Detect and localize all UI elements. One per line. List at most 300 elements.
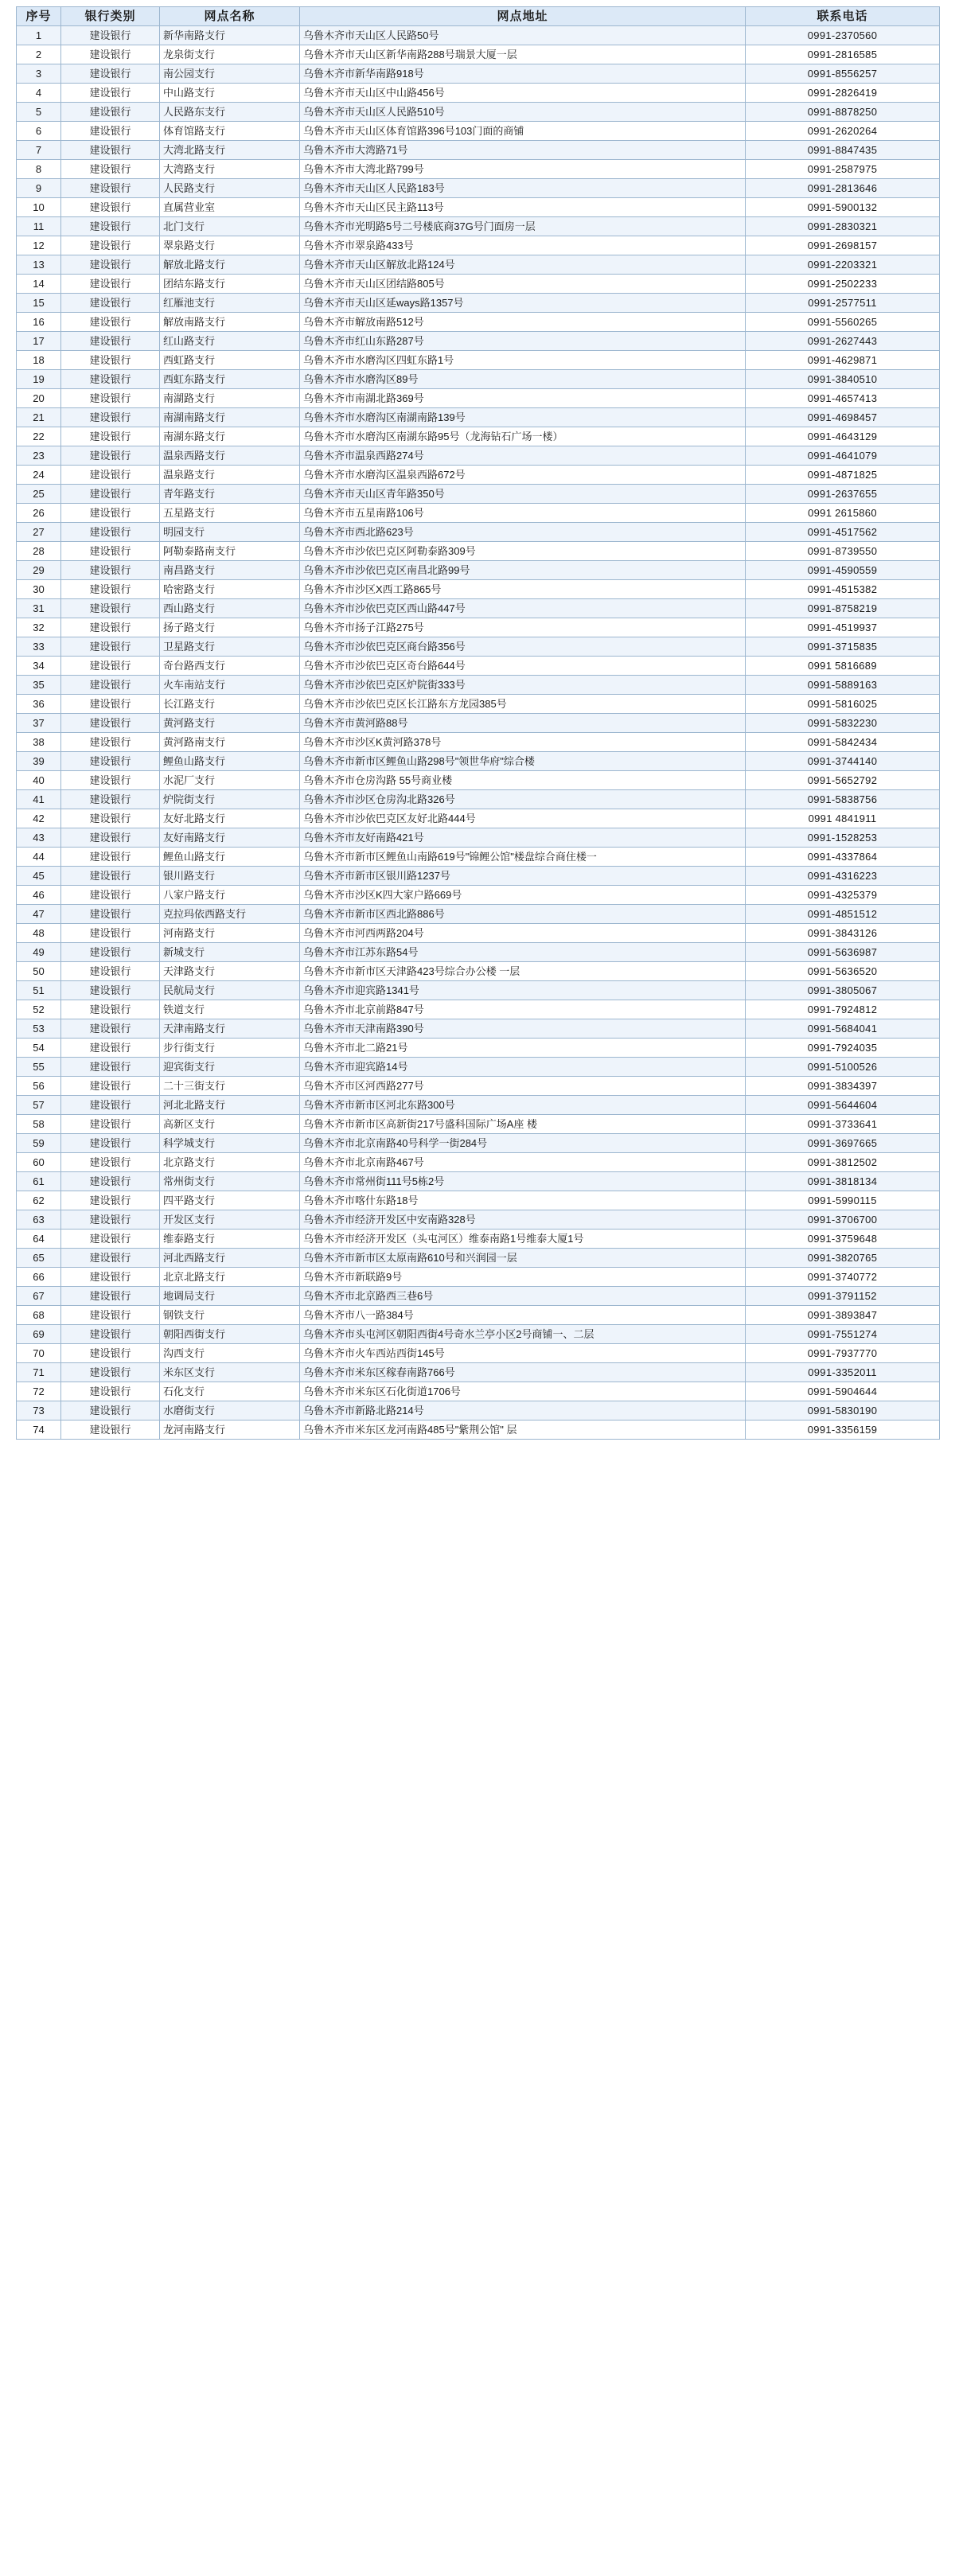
cell-branch-address: 乌鲁木齐市大湾北路799号 — [300, 160, 746, 179]
cell-bank-type: 建设银行 — [61, 1210, 160, 1230]
table-row — [17, 313, 940, 332]
cell-phone: 0991-8739550 — [746, 542, 940, 561]
cell-branch-address: 乌鲁木齐市江苏东路54号 — [300, 943, 746, 962]
cell-index: 39 — [17, 752, 61, 771]
cell-index: 12 — [17, 236, 61, 255]
cell-phone: 0991-4643129 — [746, 427, 940, 446]
cell-bank-type: 建设银行 — [61, 962, 160, 981]
cell-branch-address: 乌鲁木齐市水磨沟区南湖东路95号（龙海钻石广场一楼） — [300, 427, 746, 446]
cell-branch-name: 西虹东路支行 — [160, 370, 300, 389]
cell-branch-name: 北京路支行 — [160, 1153, 300, 1172]
cell-branch-address: 乌鲁木齐市光明路5号二号楼底商37G号门面房一层 — [300, 217, 746, 236]
cell-branch-name: 鲤鱼山路支行 — [160, 752, 300, 771]
table-row — [17, 1058, 940, 1077]
cell-index: 33 — [17, 637, 61, 657]
cell-index: 26 — [17, 504, 61, 523]
table-row — [17, 924, 940, 943]
cell-phone: 0991-3715835 — [746, 637, 940, 657]
cell-branch-address: 乌鲁木齐市新联路9号 — [300, 1268, 746, 1287]
cell-bank-type: 建设银行 — [61, 446, 160, 466]
cell-index: 62 — [17, 1191, 61, 1210]
cell-bank-type: 建设银行 — [61, 408, 160, 427]
cell-phone: 0991-3812502 — [746, 1153, 940, 1172]
table-row — [17, 275, 940, 294]
cell-branch-name: 龙泉街支行 — [160, 45, 300, 64]
cell-branch-name: 北门支行 — [160, 217, 300, 236]
cell-bank-type: 建设银行 — [61, 924, 160, 943]
table-row — [17, 1172, 940, 1191]
cell-branch-name: 红山路支行 — [160, 332, 300, 351]
cell-index: 17 — [17, 332, 61, 351]
table-row — [17, 1191, 940, 1210]
cell-branch-address: 乌鲁木齐市沙区K黄河路378号 — [300, 733, 746, 752]
cell-branch-address: 乌鲁木齐市米东区石化街道1706号 — [300, 1382, 746, 1401]
cell-bank-type: 建设银行 — [61, 389, 160, 408]
cell-branch-address: 乌鲁木齐市红山东路287号 — [300, 332, 746, 351]
cell-branch-name: 黄河路南支行 — [160, 733, 300, 752]
cell-branch-name: 西虹路支行 — [160, 351, 300, 370]
cell-index: 21 — [17, 408, 61, 427]
cell-phone: 0991-2637655 — [746, 485, 940, 504]
cell-bank-type: 建设银行 — [61, 905, 160, 924]
cell-branch-address: 乌鲁木齐市天山区人民路510号 — [300, 103, 746, 122]
cell-phone: 0991-2370560 — [746, 26, 940, 45]
cell-branch-name: 河北北路支行 — [160, 1096, 300, 1115]
cell-branch-name: 水泥厂支行 — [160, 771, 300, 790]
table-row — [17, 45, 940, 64]
cell-bank-type: 建设银行 — [61, 1115, 160, 1134]
table-row — [17, 695, 940, 714]
cell-bank-type: 建设银行 — [61, 733, 160, 752]
cell-index: 72 — [17, 1382, 61, 1401]
cell-branch-address: 乌鲁木齐市天山区中山路456号 — [300, 84, 746, 103]
cell-phone: 0991-8556257 — [746, 64, 940, 84]
cell-branch-address: 乌鲁木齐市扬子江路275号 — [300, 618, 746, 637]
table-row — [17, 771, 940, 790]
cell-bank-type: 建设银行 — [61, 45, 160, 64]
table-row — [17, 179, 940, 198]
cell-branch-address: 乌鲁木齐市新市区银川路1237号 — [300, 867, 746, 886]
table-row — [17, 867, 940, 886]
cell-phone: 0991-3744140 — [746, 752, 940, 771]
cell-branch-name: 高新区支行 — [160, 1115, 300, 1134]
column-header-branch-name: 网点名称 — [160, 7, 300, 26]
cell-bank-type: 建设银行 — [61, 1191, 160, 1210]
cell-branch-address: 乌鲁木齐市北京南路467号 — [300, 1153, 746, 1172]
cell-branch-name: 铁道支行 — [160, 1000, 300, 1019]
cell-phone: 0991-5904644 — [746, 1382, 940, 1401]
cell-index: 43 — [17, 828, 61, 848]
cell-branch-address: 乌鲁木齐市天山区延ways路1357号 — [300, 294, 746, 313]
table-row — [17, 1115, 940, 1134]
cell-index: 11 — [17, 217, 61, 236]
cell-index: 42 — [17, 809, 61, 828]
table-row — [17, 637, 940, 657]
cell-phone: 0991-4851512 — [746, 905, 940, 924]
cell-index: 16 — [17, 313, 61, 332]
cell-phone: 0991-3706700 — [746, 1210, 940, 1230]
cell-branch-address: 乌鲁木齐市沙依巴克区友好北路444号 — [300, 809, 746, 828]
table-row — [17, 1325, 940, 1344]
cell-branch-name: 明园支行 — [160, 523, 300, 542]
table-row — [17, 141, 940, 160]
cell-index: 22 — [17, 427, 61, 446]
cell-branch-name: 大湾路支行 — [160, 160, 300, 179]
table-row — [17, 1096, 940, 1115]
cell-bank-type: 建设银行 — [61, 332, 160, 351]
cell-index: 44 — [17, 848, 61, 867]
cell-phone: 0991-5832230 — [746, 714, 940, 733]
cell-phone: 0991-3740772 — [746, 1268, 940, 1287]
cell-branch-address: 乌鲁木齐市沙区仓房沟北路326号 — [300, 790, 746, 809]
cell-phone: 0991-3840510 — [746, 370, 940, 389]
table-row — [17, 1230, 940, 1249]
cell-phone: 0991-3759648 — [746, 1230, 940, 1249]
table-row — [17, 504, 940, 523]
cell-bank-type: 建设银行 — [61, 370, 160, 389]
cell-bank-type: 建设银行 — [61, 790, 160, 809]
cell-phone: 0991-3697665 — [746, 1134, 940, 1153]
cell-phone: 0991-5990115 — [746, 1191, 940, 1210]
cell-branch-name: 河南路支行 — [160, 924, 300, 943]
cell-phone: 0991-5889163 — [746, 676, 940, 695]
cell-bank-type: 建设银行 — [61, 1134, 160, 1153]
table-row — [17, 1401, 940, 1421]
cell-bank-type: 建设银行 — [61, 1344, 160, 1363]
table-row — [17, 1153, 940, 1172]
cell-phone: 0991-5636520 — [746, 962, 940, 981]
cell-index: 59 — [17, 1134, 61, 1153]
cell-index: 53 — [17, 1019, 61, 1039]
cell-branch-name: 二十三街支行 — [160, 1077, 300, 1096]
cell-branch-address: 乌鲁木齐市北二路21号 — [300, 1039, 746, 1058]
cell-branch-address: 乌鲁木齐市米东区龙河南路485号"紫荆公馆" 层 — [300, 1421, 746, 1440]
cell-phone: 0991-2698157 — [746, 236, 940, 255]
cell-bank-type: 建设银行 — [61, 26, 160, 45]
cell-bank-type: 建设银行 — [61, 217, 160, 236]
cell-index: 46 — [17, 886, 61, 905]
cell-index: 9 — [17, 179, 61, 198]
cell-branch-name: 团结东路支行 — [160, 275, 300, 294]
cell-bank-type: 建设银行 — [61, 1230, 160, 1249]
cell-index: 32 — [17, 618, 61, 637]
cell-branch-address: 乌鲁木齐市新市区高新街217号盛科国际广场A座 楼 — [300, 1115, 746, 1134]
cell-branch-address: 乌鲁木齐市仓房沟路 55号商业楼 — [300, 771, 746, 790]
cell-branch-address: 乌鲁木齐市沙依巴克区奇台路644号 — [300, 657, 746, 676]
cell-branch-address: 乌鲁木齐市头屯河区朝阳西街4号奇水兰亭小区2号商铺一、二层 — [300, 1325, 746, 1344]
cell-phone: 0991-5684041 — [746, 1019, 940, 1039]
cell-index: 58 — [17, 1115, 61, 1134]
cell-phone: 0991-2577511 — [746, 294, 940, 313]
cell-branch-name: 水磨街支行 — [160, 1401, 300, 1421]
cell-index: 28 — [17, 542, 61, 561]
cell-branch-name: 直属营业室 — [160, 198, 300, 217]
table-row — [17, 676, 940, 695]
cell-phone: 0991-2830321 — [746, 217, 940, 236]
cell-branch-name: 阿勒泰路南支行 — [160, 542, 300, 561]
cell-branch-name: 四平路支行 — [160, 1191, 300, 1210]
cell-bank-type: 建设银行 — [61, 1000, 160, 1019]
cell-phone: 0991-4871825 — [746, 466, 940, 485]
cell-index: 63 — [17, 1210, 61, 1230]
cell-bank-type: 建设银行 — [61, 1421, 160, 1440]
cell-index: 27 — [17, 523, 61, 542]
branch-list-table — [16, 6, 940, 1440]
cell-phone: 0991-3791152 — [746, 1287, 940, 1306]
cell-bank-type: 建设银行 — [61, 943, 160, 962]
cell-phone: 0991-2502233 — [746, 275, 940, 294]
cell-index: 64 — [17, 1230, 61, 1249]
table-row — [17, 905, 940, 924]
cell-branch-address: 乌鲁木齐市黄河路88号 — [300, 714, 746, 733]
table-row — [17, 1344, 940, 1363]
table-row — [17, 1287, 940, 1306]
cell-bank-type: 建设银行 — [61, 1058, 160, 1077]
cell-index: 31 — [17, 599, 61, 618]
column-header-phone: 联系电话 — [746, 7, 940, 26]
cell-index: 52 — [17, 1000, 61, 1019]
cell-phone: 0991-4515382 — [746, 580, 940, 599]
cell-index: 35 — [17, 676, 61, 695]
cell-branch-address: 乌鲁木齐市北京前路847号 — [300, 1000, 746, 1019]
table-row — [17, 943, 940, 962]
table-row — [17, 1249, 940, 1268]
cell-branch-name: 开发区支行 — [160, 1210, 300, 1230]
table-row — [17, 1039, 940, 1058]
cell-branch-address: 乌鲁木齐市天山区民主路113号 — [300, 198, 746, 217]
cell-branch-address: 乌鲁木齐市大湾路71号 — [300, 141, 746, 160]
cell-index: 2 — [17, 45, 61, 64]
cell-branch-name: 迎宾街支行 — [160, 1058, 300, 1077]
cell-phone: 0991-1528253 — [746, 828, 940, 848]
cell-phone: 0991-3352011 — [746, 1363, 940, 1382]
table-row — [17, 122, 940, 141]
cell-branch-name: 体育馆路支行 — [160, 122, 300, 141]
cell-branch-name: 扬子路支行 — [160, 618, 300, 637]
cell-phone: 0991-5830190 — [746, 1401, 940, 1421]
cell-index: 13 — [17, 255, 61, 275]
cell-index: 3 — [17, 64, 61, 84]
cell-index: 49 — [17, 943, 61, 962]
cell-bank-type: 建设银行 — [61, 1401, 160, 1421]
cell-branch-address: 乌鲁木齐市北京路西三巷6号 — [300, 1287, 746, 1306]
cell-bank-type: 建设银行 — [61, 618, 160, 637]
cell-branch-address: 乌鲁木齐市沙依巴克区炉院街333号 — [300, 676, 746, 695]
cell-branch-address: 乌鲁木齐市天山区团结路805号 — [300, 275, 746, 294]
cell-branch-address: 乌鲁木齐市新市区鲤鱼山南路619号"锦鲤公馆"楼盘综合商住楼一 — [300, 848, 746, 867]
cell-bank-type: 建设银行 — [61, 1019, 160, 1039]
cell-branch-name: 温泉路支行 — [160, 466, 300, 485]
cell-bank-type: 建设银行 — [61, 714, 160, 733]
cell-bank-type: 建设银行 — [61, 351, 160, 370]
cell-index: 65 — [17, 1249, 61, 1268]
cell-branch-address: 乌鲁木齐市沙依巴克区西山路447号 — [300, 599, 746, 618]
table-row — [17, 408, 940, 427]
cell-index: 30 — [17, 580, 61, 599]
cell-index: 7 — [17, 141, 61, 160]
cell-index: 48 — [17, 924, 61, 943]
cell-bank-type: 建设银行 — [61, 313, 160, 332]
cell-branch-name: 哈密路支行 — [160, 580, 300, 599]
cell-index: 14 — [17, 275, 61, 294]
column-header-bank-type: 银行类别 — [61, 7, 160, 26]
cell-phone: 0991-8847435 — [746, 141, 940, 160]
cell-index: 29 — [17, 561, 61, 580]
cell-index: 6 — [17, 122, 61, 141]
cell-bank-type: 建设银行 — [61, 84, 160, 103]
table-row — [17, 1000, 940, 1019]
cell-phone: 0991-5644604 — [746, 1096, 940, 1115]
cell-phone: 0991-2826419 — [746, 84, 940, 103]
cell-branch-address: 乌鲁木齐市火车西站西街145号 — [300, 1344, 746, 1363]
table-row — [17, 1210, 940, 1230]
cell-phone: 0991-7924035 — [746, 1039, 940, 1058]
cell-branch-name: 大湾北路支行 — [160, 141, 300, 160]
cell-index: 47 — [17, 905, 61, 924]
cell-phone: 0991-4698457 — [746, 408, 940, 427]
cell-branch-name: 长江路支行 — [160, 695, 300, 714]
cell-index: 51 — [17, 981, 61, 1000]
table-row — [17, 733, 940, 752]
table-row — [17, 1019, 940, 1039]
cell-branch-address: 乌鲁木齐市友好南路421号 — [300, 828, 746, 848]
cell-branch-address: 乌鲁木齐市新市区河北东路300号 — [300, 1096, 746, 1115]
cell-bank-type: 建设银行 — [61, 752, 160, 771]
cell-phone: 0991-4590559 — [746, 561, 940, 580]
cell-phone: 0991-4657413 — [746, 389, 940, 408]
cell-index: 66 — [17, 1268, 61, 1287]
cell-bank-type: 建设银行 — [61, 427, 160, 446]
cell-phone: 0991-5900132 — [746, 198, 940, 217]
cell-bank-type: 建设银行 — [61, 657, 160, 676]
cell-branch-address: 乌鲁木齐市沙依巴克区阿勒泰路309号 — [300, 542, 746, 561]
cell-branch-name: 解放北路支行 — [160, 255, 300, 275]
cell-branch-name: 青年路支行 — [160, 485, 300, 504]
cell-branch-address: 乌鲁木齐市水磨沟区89号 — [300, 370, 746, 389]
table-row — [17, 599, 940, 618]
cell-branch-address: 乌鲁木齐市新市区西北路886号 — [300, 905, 746, 924]
cell-branch-name: 南湖东路支行 — [160, 427, 300, 446]
cell-bank-type: 建设银行 — [61, 1382, 160, 1401]
cell-branch-name: 五星路支行 — [160, 504, 300, 523]
cell-bank-type: 建设银行 — [61, 981, 160, 1000]
cell-branch-address: 乌鲁木齐市河西两路204号 — [300, 924, 746, 943]
cell-phone: 0991-7937770 — [746, 1344, 940, 1363]
cell-index: 24 — [17, 466, 61, 485]
cell-branch-address: 乌鲁木齐市南湖北路369号 — [300, 389, 746, 408]
cell-phone: 0991-3733641 — [746, 1115, 940, 1134]
cell-bank-type: 建设银行 — [61, 504, 160, 523]
cell-index: 70 — [17, 1344, 61, 1363]
table-row — [17, 752, 940, 771]
table-row — [17, 1268, 940, 1287]
cell-phone: 0991-2203321 — [746, 255, 940, 275]
cell-branch-name: 银川路支行 — [160, 867, 300, 886]
cell-phone: 0991-3843126 — [746, 924, 940, 943]
table-row — [17, 1077, 940, 1096]
cell-bank-type: 建设银行 — [61, 637, 160, 657]
cell-phone: 0991-5652792 — [746, 771, 940, 790]
table-row — [17, 255, 940, 275]
table-row — [17, 1134, 940, 1153]
cell-bank-type: 建设银行 — [61, 275, 160, 294]
table-row — [17, 1363, 940, 1382]
table-row — [17, 962, 940, 981]
table-row — [17, 389, 940, 408]
cell-index: 41 — [17, 790, 61, 809]
cell-phone: 0991-3818134 — [746, 1172, 940, 1191]
table-row — [17, 446, 940, 466]
cell-branch-name: 新华南路支行 — [160, 26, 300, 45]
cell-branch-name: 友好南路支行 — [160, 828, 300, 848]
cell-index: 67 — [17, 1287, 61, 1306]
table-row — [17, 427, 940, 446]
table-row — [17, 828, 940, 848]
cell-index: 19 — [17, 370, 61, 389]
cell-branch-address: 乌鲁木齐市沙区X西工路865号 — [300, 580, 746, 599]
cell-branch-name: 温泉西路支行 — [160, 446, 300, 466]
cell-branch-address: 乌鲁木齐市新市区天津路423号综合办公楼 一层 — [300, 962, 746, 981]
cell-bank-type: 建设银行 — [61, 122, 160, 141]
cell-phone: 0991-5838756 — [746, 790, 940, 809]
cell-bank-type: 建设银行 — [61, 599, 160, 618]
cell-branch-address: 乌鲁木齐市天山区解放北路124号 — [300, 255, 746, 275]
cell-branch-name: 西山路支行 — [160, 599, 300, 618]
cell-bank-type: 建设银行 — [61, 141, 160, 160]
cell-bank-type: 建设银行 — [61, 886, 160, 905]
cell-branch-name: 奇台路西支行 — [160, 657, 300, 676]
table-row — [17, 523, 940, 542]
cell-branch-name: 人民路支行 — [160, 179, 300, 198]
cell-bank-type: 建设银行 — [61, 64, 160, 84]
cell-bank-type: 建设银行 — [61, 1039, 160, 1058]
cell-index: 50 — [17, 962, 61, 981]
cell-phone: 0991-7551274 — [746, 1325, 940, 1344]
cell-bank-type: 建设银行 — [61, 809, 160, 828]
cell-phone: 0991-4629871 — [746, 351, 940, 370]
cell-branch-address: 乌鲁木齐市新华南路918号 — [300, 64, 746, 84]
cell-phone: 0991-5560265 — [746, 313, 940, 332]
cell-branch-address: 乌鲁木齐市沙区K四大家户路669号 — [300, 886, 746, 905]
table-row — [17, 1306, 940, 1325]
cell-branch-name: 南公园支行 — [160, 64, 300, 84]
cell-index: 10 — [17, 198, 61, 217]
cell-branch-name: 常州街支行 — [160, 1172, 300, 1191]
cell-bank-type: 建设银行 — [61, 160, 160, 179]
cell-index: 18 — [17, 351, 61, 370]
cell-branch-name: 步行街支行 — [160, 1039, 300, 1058]
cell-branch-address: 乌鲁木齐市天山区人民路183号 — [300, 179, 746, 198]
cell-branch-address: 乌鲁木齐市经济开发区（头屯河区）维泰南路1号维泰大厦1号 — [300, 1230, 746, 1249]
cell-index: 45 — [17, 867, 61, 886]
cell-branch-address: 乌鲁木齐市水磨沟区温泉西路672号 — [300, 466, 746, 485]
table-row — [17, 886, 940, 905]
cell-branch-name: 八家户路支行 — [160, 886, 300, 905]
cell-bank-type: 建设银行 — [61, 1096, 160, 1115]
cell-bank-type: 建设银行 — [61, 695, 160, 714]
cell-branch-name: 钢铁支行 — [160, 1306, 300, 1325]
cell-branch-address: 乌鲁木齐市天山区青年路350号 — [300, 485, 746, 504]
cell-phone: 0991-2816585 — [746, 45, 940, 64]
cell-branch-name: 沟西支行 — [160, 1344, 300, 1363]
cell-index: 57 — [17, 1096, 61, 1115]
cell-phone: 0991-3805067 — [746, 981, 940, 1000]
cell-branch-name: 鲤鱼山路支行 — [160, 848, 300, 867]
cell-bank-type: 建设银行 — [61, 1287, 160, 1306]
cell-branch-address: 乌鲁木齐市五星南路106号 — [300, 504, 746, 523]
cell-branch-name: 河北西路支行 — [160, 1249, 300, 1268]
cell-branch-address: 乌鲁木齐市沙依巴克区商台路356号 — [300, 637, 746, 657]
